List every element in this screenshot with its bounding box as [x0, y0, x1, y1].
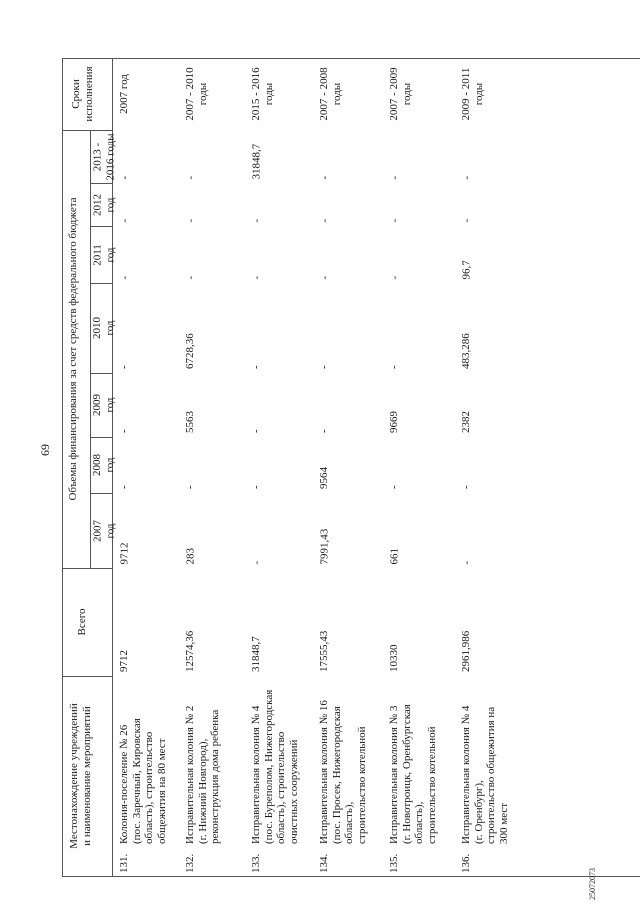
row-name: Исправительная колония № 3 (г. Новотроицк, Оренбургская область), строительство котельной: [388, 704, 438, 844]
row-number: 134.: [318, 853, 330, 873]
header-year-2013: 2013 - 2016 годы: [91, 132, 116, 181]
row-name: Исправительная колония № 4 (пос. Буреполом, Нижегородская область), строительство очистных сооружений: [250, 689, 300, 844]
cell-v2013: -: [184, 175, 196, 179]
cell-v2011: -: [118, 275, 130, 279]
cell-v2008: -: [250, 485, 262, 489]
cell-total: 10330: [388, 644, 400, 672]
cell-total: 9712: [118, 650, 130, 672]
cell-deadline: 2007 - 2008 годы: [318, 67, 343, 121]
cell-deadline: 2007 - 2010 годы: [184, 67, 209, 121]
row-number: 136.: [460, 853, 472, 873]
cell-v2011: 96,7: [460, 259, 472, 279]
header-total: Всего: [76, 608, 88, 636]
cell-v2007: 9712: [118, 542, 130, 564]
cell-v2011: -: [388, 275, 400, 279]
header-year-2008: 2008 год: [91, 454, 116, 476]
header-year-2012: 2012 год: [91, 193, 116, 216]
cell-v2010: 6728,36: [184, 333, 196, 369]
cell-v2009: 9669: [388, 411, 400, 433]
cell-v2011: -: [318, 275, 330, 279]
row-name: Исправительная колония № 16 (пос. Просек, Нижегородская область), строительство котельной: [318, 700, 368, 844]
cell-v2011: -: [184, 275, 196, 279]
cell-v2009: 2382: [460, 411, 472, 433]
cell-v2012: -: [250, 218, 262, 222]
row-number: 133.: [250, 853, 262, 873]
row-name: Исправительная колония № 4 (г. Оренбург), строительство общежития на 300 мест: [460, 705, 510, 844]
footer-code: 25072073: [588, 868, 597, 900]
cell-v2007: 283: [184, 547, 196, 564]
cell-v2009: -: [250, 429, 262, 433]
header-funding-group: Объемы финансирования за счет средств федерального бюджета: [67, 197, 79, 501]
cell-v2012: -: [318, 218, 330, 222]
cell-v2013: -: [388, 175, 400, 179]
cell-v2008: -: [460, 485, 472, 489]
cell-v2009: 5563: [184, 411, 196, 433]
cell-v2010: -: [118, 365, 130, 369]
cell-deadline: 2015 - 2016 годы: [250, 67, 275, 121]
cell-total: 2961,986: [460, 630, 472, 672]
cell-v2008: -: [184, 485, 196, 489]
header-year-2007: 2007 год: [91, 519, 116, 542]
cell-v2009: -: [318, 429, 330, 433]
cell-v2012: -: [388, 218, 400, 222]
cell-v2007: -: [460, 560, 472, 564]
cell-total: 17555,43: [318, 630, 330, 672]
cell-v2012: -: [460, 218, 472, 222]
cell-v2010: -: [318, 365, 330, 369]
cell-v2008: -: [388, 485, 400, 489]
header-deadline: Сроки исполнения: [70, 66, 95, 122]
cell-v2007: 661: [388, 547, 400, 564]
header-year-2009: 2009 год: [91, 394, 116, 416]
header-year-2011: 2011 год: [91, 243, 116, 266]
cell-v2012: -: [118, 218, 130, 222]
cell-v2013: -: [118, 175, 130, 179]
cell-deadline: 2007 - 2009 годы: [388, 67, 413, 121]
cell-v2013: -: [318, 175, 330, 179]
header-year-2010: 2010 год: [91, 317, 116, 339]
cell-v2008: 9564: [318, 467, 330, 489]
cell-v2010: -: [250, 365, 262, 369]
cell-v2009: -: [118, 429, 130, 433]
cell-v2011: -: [250, 275, 262, 279]
header-location: Местонахождение учреждений и наименование мероприятий: [68, 703, 93, 849]
cell-v2007: 7991,43: [318, 528, 330, 564]
row-number: 132.: [184, 853, 196, 873]
cell-v2012: -: [184, 218, 196, 222]
cell-deadline: 2009 - 2011 годы: [460, 67, 485, 121]
cell-v2013: -: [460, 175, 472, 179]
table-rule-horizontal: [62, 876, 640, 877]
cell-v2010: 483,286: [460, 333, 472, 369]
row-number: 135.: [388, 853, 400, 873]
cell-deadline: 2007 год: [118, 74, 130, 114]
page-number: 69: [38, 444, 52, 456]
cell-v2007: -: [250, 560, 262, 564]
row-name: Колония-поселение № 26 (пос. Заречный, Кировская область), строительство общежития на 80 мест: [118, 718, 168, 844]
cell-v2010: -: [388, 365, 400, 369]
cell-total: 12574,36: [184, 630, 196, 672]
cell-v2013: 31848,7: [250, 143, 262, 179]
cell-total: 31848,7: [250, 636, 262, 672]
row-name: Исправительная колония № 2 (г. Нижний Новгород), реконструкция дома ребенка: [184, 705, 221, 844]
row-number: 131.: [118, 853, 130, 873]
cell-v2008: -: [118, 485, 130, 489]
